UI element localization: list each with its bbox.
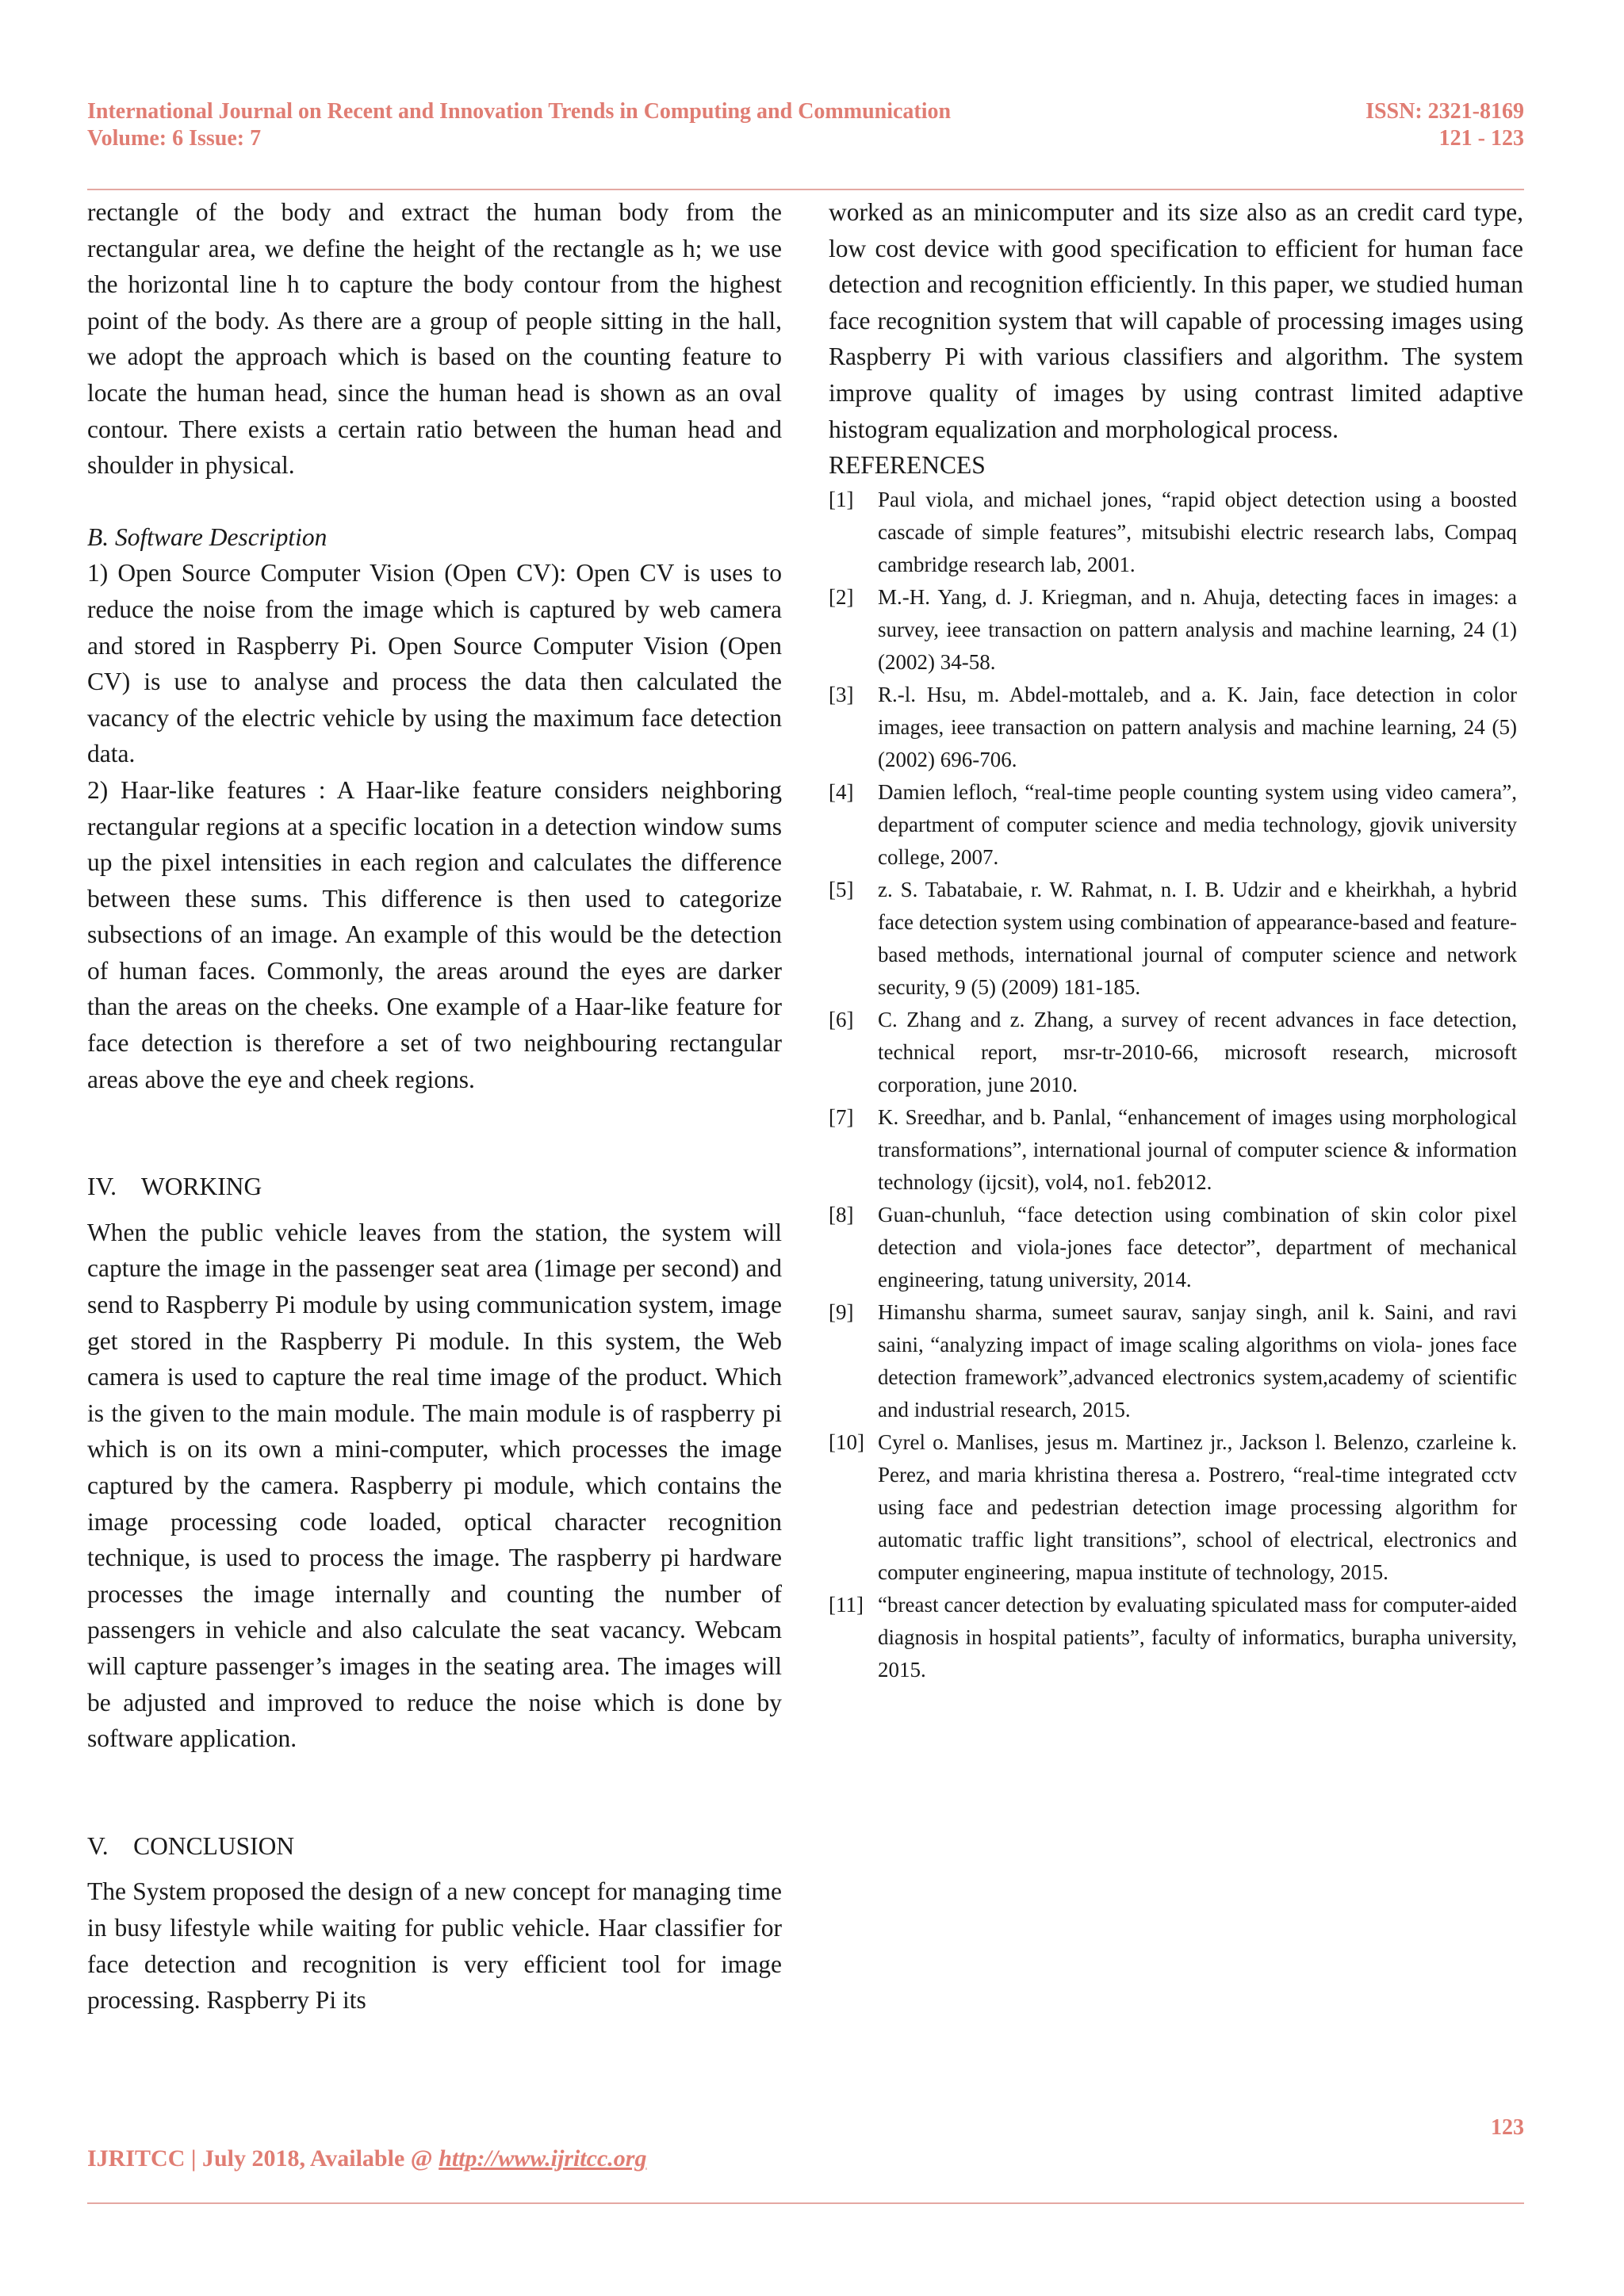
references-heading: REFERENCES (829, 451, 986, 480)
reference-number: [10] (829, 1429, 864, 1454)
page-range: 121 - 123 (1438, 126, 1524, 151)
reference-text: Himanshu sharma, sumeet saurav, sanjay singh, anil k. Saini, and ravi saini, “analyzing impact of image scaling algorithms on viola- jones face detection framework”,advanced electronics system,academy of scientific and industrial research, 2015. (878, 1299, 1517, 1422)
section-heading-conclusion: V. CONCLUSION (87, 1831, 295, 1860)
journal-link[interactable]: http://www.ijritcc.org (439, 2145, 647, 2172)
reference-number: [9] (829, 1299, 854, 1324)
journal-title: International Journal on Recent and Innovation Trends in Computing and Communication (87, 99, 952, 124)
body-paragraph: worked as an minicomputer and its size also as an credit card type, low cost device with good specification to efficient for human face detection and recognition efficiently. In this paper, we studied human face recognition system that will capable of processing images using Raspberry Pi with various classifiers and algorithm. The system improve quality of images by using contrast limited adaptive histogram equalization and morphological process. (829, 198, 1523, 443)
reference-item (829, 1101, 1523, 1199)
page-number: 123 (1491, 2115, 1524, 2140)
reference-item (829, 581, 1523, 679)
footer-text: IJRITCC | July 2018, Available @ (87, 2145, 439, 2172)
reference-number: [1] (829, 487, 854, 511)
reference-text: Guan-chunluh, “face detection using combination of skin color pixel detection and viola-jones face detector”, department of mechanical engineering, tatung university, 2014. (878, 1202, 1517, 1292)
footer-divider (87, 2202, 1524, 2204)
reference-item (829, 1004, 1523, 1101)
header-divider (87, 189, 1524, 190)
reference-item (829, 776, 1523, 874)
running-header (87, 98, 1524, 152)
running-footer (87, 2145, 646, 2172)
section-heading-working: IV. WORKING (87, 1173, 262, 1201)
reference-number: [7] (829, 1104, 854, 1129)
body-paragraph: 1) Open Source Computer Vision (Open CV): Open CV is uses to reduce the noise from the image which is captured by web camera and stored in Raspberry Pi. Open Source Computer Vision (Open CV) is use to analyse and process the data then calculated the vacancy of the electric vehicle by using the maximum face detection data. (87, 559, 782, 768)
reference-text: “breast cancer detection by evaluating spiculated mass for computer-aided diagnosis in hospital patients”, faculty of informatics, burapha university, 2015. (878, 1592, 1517, 1682)
reference-item (829, 1199, 1523, 1296)
reference-item (829, 874, 1523, 1004)
reference-text: K. Sreedhar, and b. Panlal, “enhancement of images using morphological transformations”, international journal of computer science & information technology (ijcsit), vol4, no1. feb2012. (878, 1104, 1517, 1194)
reference-number: [2] (829, 584, 854, 609)
body-paragraph: When the public vehicle leaves from the station, the system will capture the image in the passenger seat area (1image per second) and send to Raspberry Pi module by using communication system, image get stored in the Raspberry Pi module. In this system, the Web camera is used to capture the real time image of the product. Which is the given to the main module. The main module is of raspberry pi which is on its own a mini-computer, which processes the image captured by the camera. Raspberry pi module, which contains the image processing code loaded, optical character recognition technique, is used to process the image. The raspberry pi hardware processes the image internally and counting the number of passengers in vehicle and also calculate the seat vacancy. Webcam will capture passenger’s images in the seating area. The images will be adjusted and improved to reduce the noise which is done by software application. (87, 1218, 782, 1753)
body-paragraph: rectangle of the body and extract the human body from the rectangular area, we define the height of the rectangle as h; we use the horizontal line h to capture the body contour from the highest point of the body. As there are a group of people sitting in the hall, we adopt the approach which is based on the counting feature to locate the human head, since the human head is shown as an oval contour. There exists a certain ratio between the human head and shoulder in physical. (87, 198, 782, 480)
reference-item (829, 1426, 1523, 1589)
right-column (829, 194, 1523, 1686)
reference-number: [8] (829, 1202, 854, 1226)
reference-number: [4] (829, 779, 854, 804)
reference-number: [3] (829, 682, 854, 706)
volume-issue: Volume: 6 Issue: 7 (87, 126, 262, 151)
reference-number: [11] (829, 1592, 864, 1617)
reference-text: M.-H. Yang, d. J. Kriegman, and n. Ahuja, detecting faces in images: a survey, ieee transaction on pattern analysis and machine learning, 24 (1) (2002) 34-58. (878, 584, 1517, 674)
reference-item (829, 1589, 1523, 1686)
body-paragraph: The System proposed the design of a new concept for managing time in busy lifestyle while waiting for public vehicle. Haar classifier for face detection and recognition is very efficient tool for image processing. Raspberry Pi its (87, 1877, 782, 2015)
reference-number: [5] (829, 877, 854, 901)
body-paragraph: 2) Haar-like features : A Haar-like feature considers neighboring rectangular regions at a specific location in a detection window sums up the pixel intensities in each region and calculates the difference between these sums. This difference is then used to categorize subsections of an image. An example of this would be the detection of human faces. Commonly, the areas around the eyes are darker than the areas on the cheeks. One example of a Haar-like feature for face detection is therefore a set of two neighbouring rectangular areas above the eye and cheek regions. (87, 775, 782, 1093)
reference-text: R.-l. Hsu, m. Abdel-mottaleb, and a. K. Jain, face detection in color images, ieee transaction on pattern analysis and machine learning, 24 (5) (2002) 696-706. (878, 682, 1517, 771)
reference-item (829, 484, 1523, 581)
issn: ISSN: 2321-8169 (1365, 99, 1524, 124)
left-column (87, 194, 782, 2019)
subsection-heading: B. Software Description (87, 522, 327, 551)
reference-text: Paul viola, and michael jones, “rapid object detection using a boosted cascade of simple features”, mitsubishi electric research labs, Compaq cambridge research lab, 2001. (878, 487, 1517, 576)
reference-list (829, 484, 1523, 1686)
reference-item (829, 1296, 1523, 1426)
reference-text: Cyrel o. Manlises, jesus m. Martinez jr., Jackson l. Belenzo, czarleine k. Perez, and maria khristina theresa a. Postrero, “real-time integrated cctv using face and pedestrian detection image processing algorithm for automatic traffic light transitions”, school of electrical, electronics and computer engineering, mapua institute of technology, 2015. (878, 1429, 1517, 1584)
reference-text: z. S. Tabatabaie, r. W. Rahmat, n. I. B. Udzir and e kheirkhah, a hybrid face detection system using combination of appearance-based and feature-based methods, international journal of computer science and network security, 9 (5) (2009) 181-185. (878, 877, 1517, 999)
reference-text: C. Zhang and z. Zhang, a survey of recent advances in face detection, technical report, msr-tr-2010-66, microsoft research, microsoft corporation, june 2010. (878, 1007, 1517, 1096)
reference-item (829, 679, 1523, 776)
reference-text: Damien lefloch, “real-time people counting system using video camera”, department of computer science and media technology, gjovik university college, 2007. (878, 779, 1517, 869)
reference-number: [6] (829, 1007, 854, 1031)
